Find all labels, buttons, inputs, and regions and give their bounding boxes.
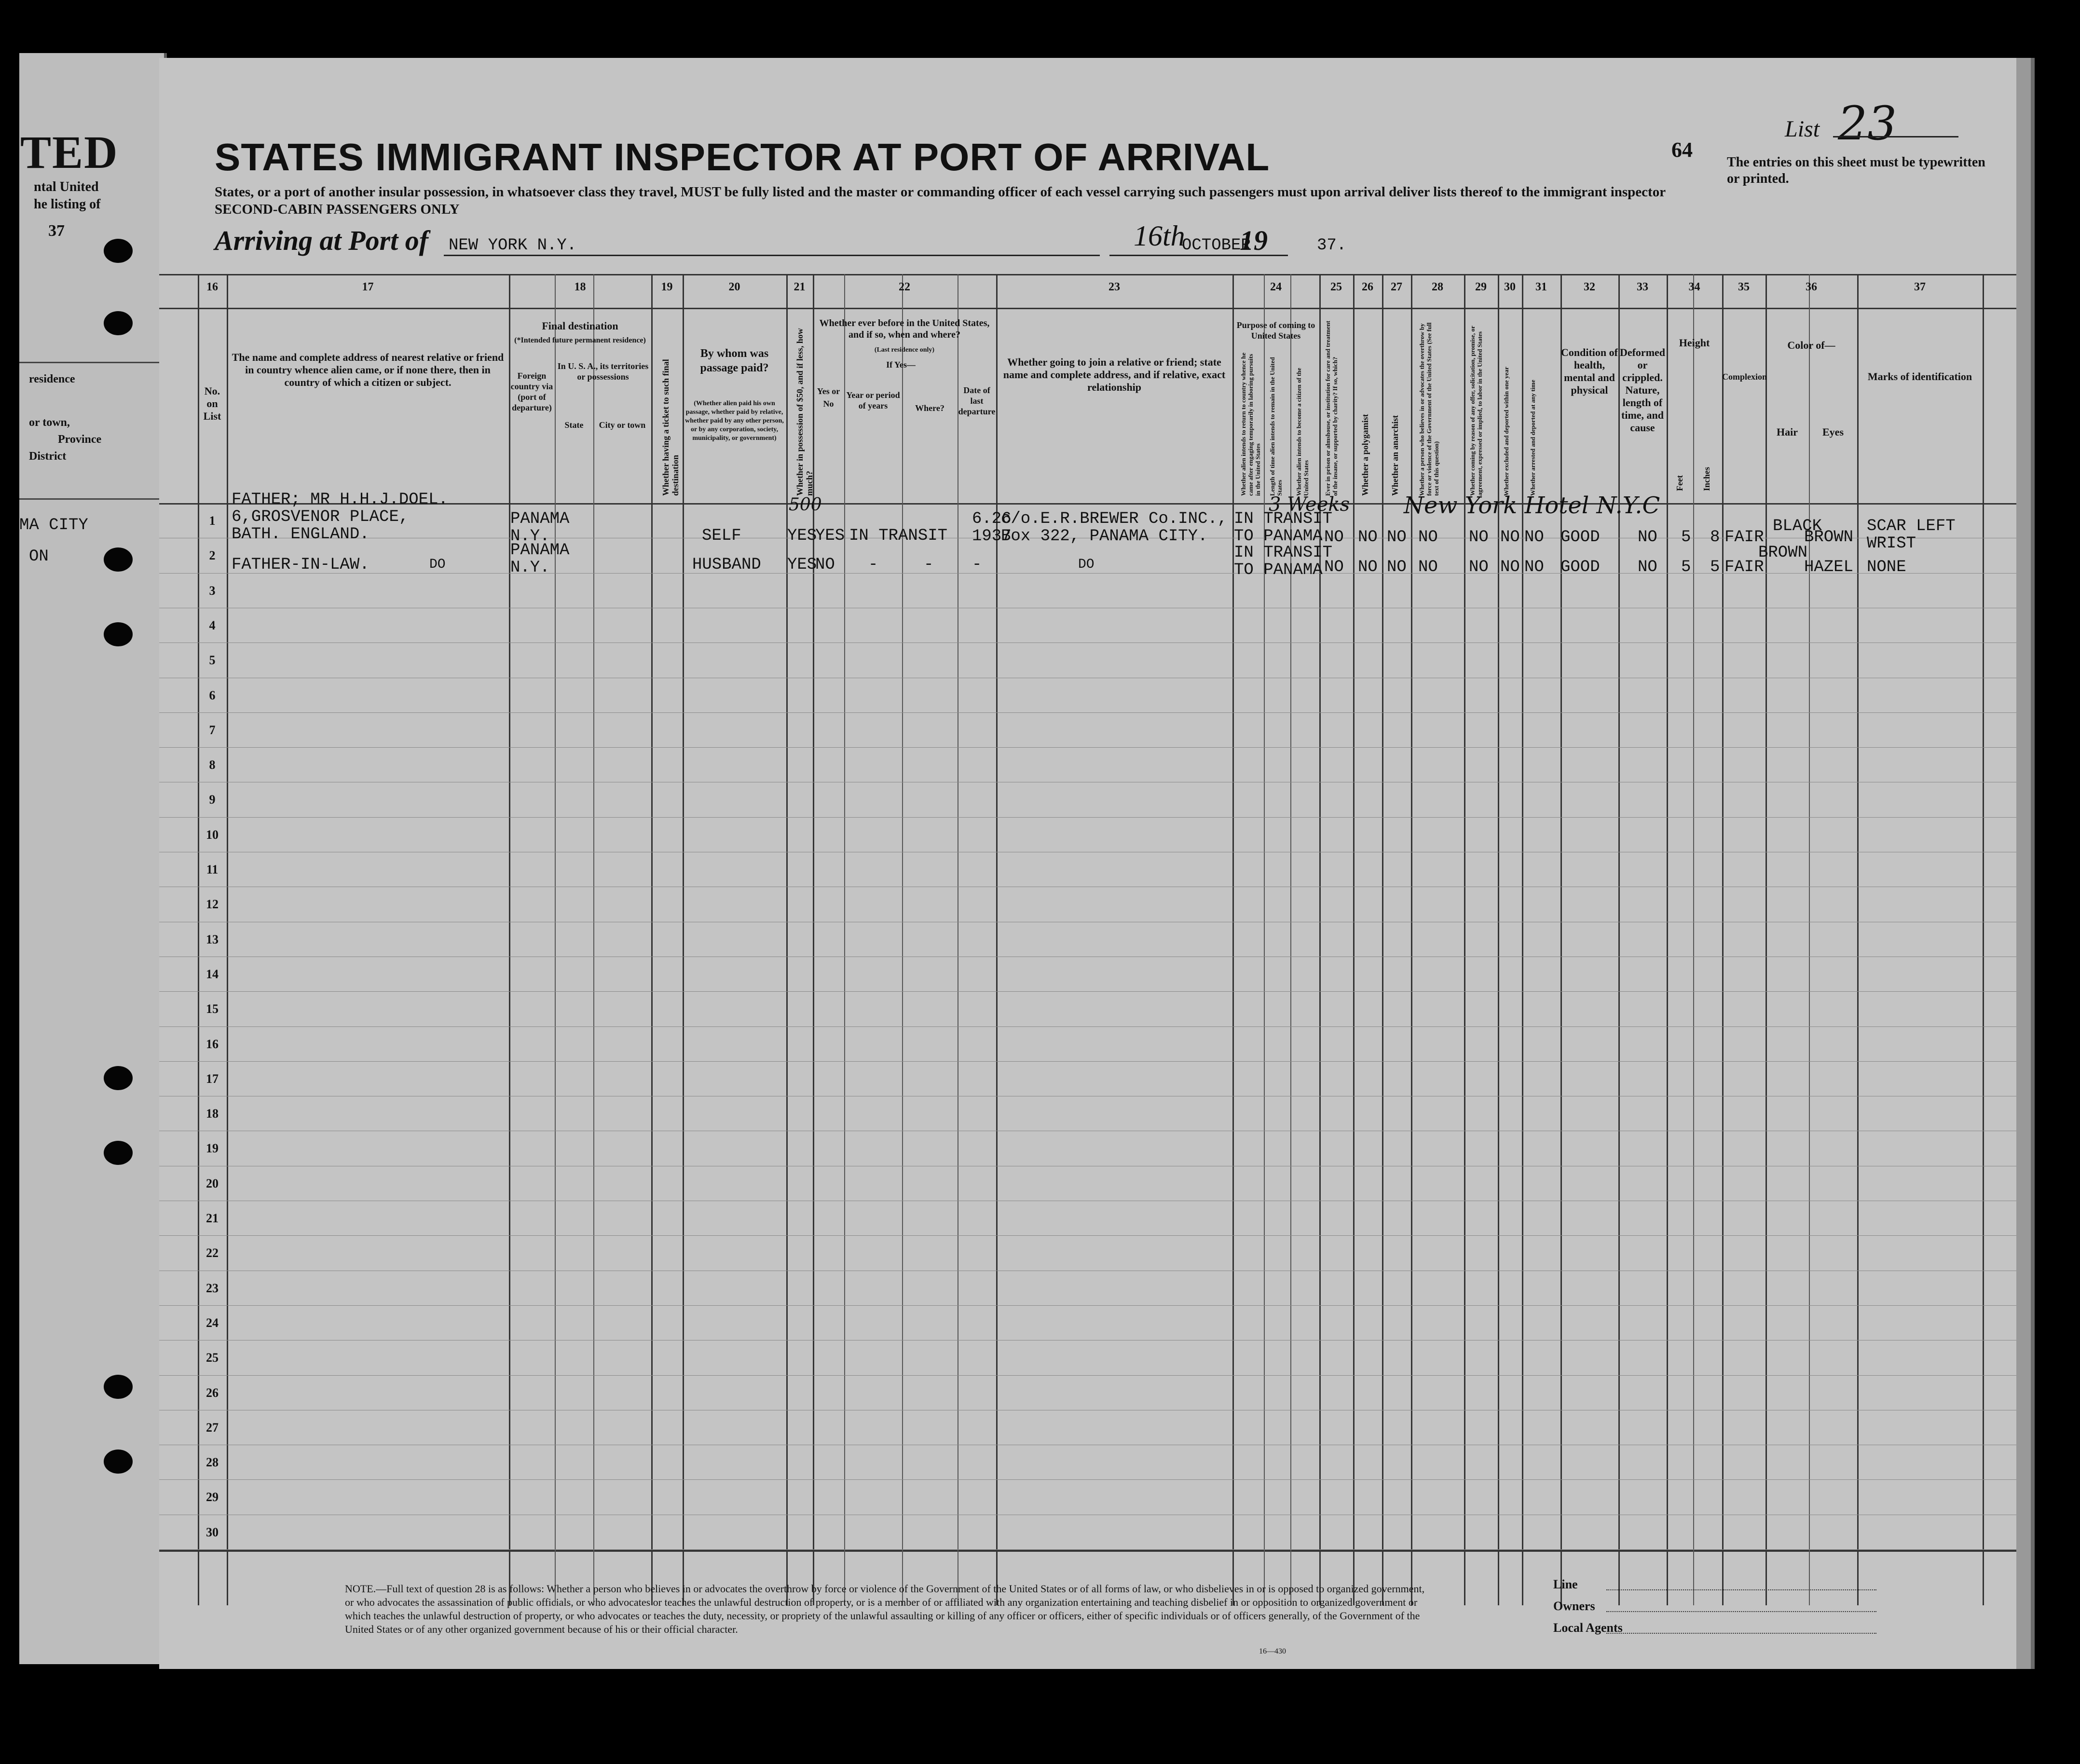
punch-hole	[104, 311, 133, 335]
arrival-year-suffix: 37.	[1317, 236, 1347, 255]
row-number: 10	[206, 827, 219, 842]
header-deported: Whether arrested and deported at any time	[1529, 380, 1536, 496]
col-divider	[1560, 274, 1562, 1605]
typewrite-instruction: The entries on this sheet must be typewritten or printed.	[1727, 155, 1985, 186]
row1-eyes: BROWN	[1804, 528, 1854, 547]
header-hair: Hair	[1777, 426, 1798, 438]
col-divider	[1809, 274, 1810, 1605]
column-number: 29	[1475, 281, 1487, 293]
row2-health: GOOD	[1560, 558, 1600, 576]
header-state: State	[564, 420, 584, 430]
row-number: 13	[206, 932, 219, 946]
row2-nearest-relative: FATHER-IN-LAW.	[232, 556, 369, 574]
header-period: Year or period of years	[846, 390, 900, 410]
header-height: Height	[1679, 337, 1710, 349]
column-number: 28	[1432, 281, 1443, 293]
header-feet: Feet	[1675, 475, 1684, 491]
header-nearest-relative: The name and complete address of nearest relative or friend in country whence alien came, or if none there, then in country of which a citizen or subject.	[232, 351, 504, 388]
col-divider	[1464, 274, 1465, 1605]
header-complexion: Complexion	[1722, 372, 1767, 382]
owners-signature-field	[1606, 1611, 1876, 1612]
row-number: 7	[209, 723, 216, 737]
row1-polygamist: NO	[1358, 528, 1378, 547]
col-divider	[1353, 274, 1355, 1605]
instruction-text: States, or a port of another insular possession, in whatsoever class they travel, MUST be fully listed and the master or commanding officer of each vessel carrying such passengers must upon arrival deliver lists thereof to the immigrant inspector	[215, 184, 1666, 200]
row1-deformed: NO	[1638, 528, 1657, 547]
list-number-underline	[1833, 136, 1958, 137]
row1-anarchist: NO	[1387, 528, 1407, 547]
agents-signature-field	[1606, 1633, 1876, 1634]
row-rule	[159, 1061, 2016, 1062]
row1-health: GOOD	[1560, 528, 1600, 547]
prev-page-code: 37	[48, 222, 65, 240]
row2-purpose: IN TRANSIT TO PANAMA	[1234, 544, 1333, 579]
row1-purpose: IN TRANSIT TO PANAMA	[1234, 510, 1333, 546]
row-number: 26	[206, 1385, 219, 1400]
row2-join-relative: DO	[1078, 557, 1095, 572]
row2-marks: NONE	[1867, 558, 1906, 576]
row1-passage-paid: SELF	[702, 527, 741, 545]
row-number: 1	[209, 514, 216, 528]
row-number: 6	[209, 688, 216, 702]
header-length-stay: Length of time alien intends to remain in the United States	[1269, 357, 1283, 496]
row2-height-feet: 5	[1681, 558, 1691, 576]
header-overthrow: Whether a person who believes in or advocates the overthrow by force or violence of the Government of the United States (See full text of this question)	[1418, 322, 1440, 496]
list-label: List	[1785, 116, 1820, 142]
punch-hole	[104, 622, 133, 646]
row-rule	[159, 1026, 2016, 1027]
row2-hair: BROWN	[1758, 544, 1808, 562]
row1-height-feet: 5	[1681, 528, 1691, 547]
header-usa: In U. S. A., its territories or possessions	[557, 361, 649, 382]
page-title: STATES IMMIGRANT INSPECTOR AT PORT OF ARRIVAL	[215, 136, 1270, 178]
column-number: 27	[1391, 281, 1402, 293]
row2-deported: NO	[1524, 558, 1544, 576]
header-ever-before: Whether ever before in the United States, and if so, when and where?	[819, 318, 990, 340]
column-number: 18	[574, 281, 586, 293]
row-number: 12	[206, 897, 219, 912]
line-signature-field	[1606, 1589, 1876, 1590]
prev-page-title-fragment: TED	[20, 126, 119, 178]
col-divider	[786, 274, 788, 1605]
col-divider	[1319, 274, 1321, 1605]
row-number: 14	[206, 967, 219, 981]
punch-hole	[104, 239, 133, 263]
arriving-label: Arriving at Port of	[215, 225, 429, 256]
col-divider	[1983, 274, 1984, 1605]
row1-stay-handwritten: 3 Weeks	[1269, 493, 1350, 516]
arrival-year-prefix: 19	[1240, 225, 1268, 256]
row2-period-dash: -	[868, 556, 878, 574]
row-number: 8	[209, 758, 216, 772]
row-rule	[159, 817, 2016, 818]
arrival-month: OCTOBER	[1182, 236, 1251, 255]
prev-page-header-text: District	[29, 450, 67, 463]
row-number: 17	[206, 1071, 219, 1086]
row-number: 2	[209, 548, 216, 563]
row1-ever-before: YES	[815, 527, 845, 545]
row2-labor-offer: NO	[1469, 558, 1489, 576]
column-number: 30	[1504, 281, 1516, 293]
row1-marks: SCAR LEFT WRIST	[1867, 517, 1956, 553]
row2-where-dash: -	[924, 556, 934, 574]
header-excluded: Whether excluded and deported within one year	[1503, 367, 1510, 496]
row1-prison: NO	[1324, 528, 1344, 547]
col-divider	[902, 274, 903, 1605]
col-divider	[1722, 274, 1724, 1605]
row-rule	[159, 1305, 2016, 1306]
row-number: 18	[206, 1107, 219, 1121]
header-city: City or town	[599, 420, 646, 430]
col-divider	[1667, 274, 1668, 1605]
header-join-relative: Whether going to join a relative or friend; state name and complete address, and if relative, exact relationship	[1003, 356, 1226, 393]
column-number-rule	[159, 308, 2016, 309]
column-number: 25	[1330, 281, 1342, 293]
col-divider	[1411, 274, 1412, 1605]
prev-page-entry: MA CITY	[19, 516, 88, 534]
row2-polygamist: NO	[1358, 558, 1378, 576]
row-number: 25	[206, 1351, 219, 1365]
previous-page-edge	[19, 53, 167, 1664]
column-number: 20	[728, 281, 740, 293]
header-no-on-list: No. on List	[203, 385, 221, 422]
line-label: Line	[1553, 1577, 1578, 1591]
column-number: 31	[1535, 281, 1547, 293]
row-number: 20	[206, 1176, 219, 1190]
row2-overthrow: NO	[1418, 558, 1438, 576]
row1-nearest-relative: FATHER; MR H.H.J.DOEL. 6,GROSVENOR PLACE, BATH. ENGLAND.	[232, 491, 448, 544]
header-money: Whether in possession of $50, and if less, how much?	[795, 328, 814, 496]
arrival-day: 16th	[1134, 220, 1185, 252]
row2-ever-before: NO	[815, 556, 835, 574]
row-number: 15	[206, 1002, 219, 1016]
manifest-page	[159, 58, 2035, 1669]
column-number: 19	[661, 281, 673, 293]
row2-passage-paid: HUSBAND	[692, 556, 761, 574]
column-number: 23	[1108, 281, 1120, 293]
col-divider	[1693, 274, 1694, 1605]
row-number: 30	[206, 1525, 219, 1539]
header-inches: Inches	[1702, 466, 1711, 491]
header-final-destination-note: (*Intended future permanent residence)	[514, 336, 646, 344]
col-divider	[1382, 274, 1383, 1605]
row1-excluded: NO	[1500, 528, 1520, 547]
column-number: 22	[899, 281, 910, 293]
header-final-destination: Final destination	[542, 320, 618, 332]
col-divider	[1765, 274, 1767, 1605]
prev-page-entry: ON	[29, 547, 49, 566]
header-where: Where?	[915, 403, 944, 413]
row1-height-inches: 8	[1710, 528, 1720, 547]
footnote-question-28: NOTE.—Full text of question 28 is as follows: Whether a person who believes in or advocates the overthrow by force or violence of the Government of the United States or of all forms of law, or who disbelieves in or is opposed to organized government, or who advocates the assassination of public officials, or who advocates or teaches the unlawful destruction of property, or is a member of or affiliated with any organization entertaining and teaching disbelief in or opposition to organized government or which teaches the unlawful destruction of property, or who advocates or teaches the duty, necessity, or propriety of the unlawful assaulting or killing of any officer or officers, either of specific individuals or of officers generally, of the Government of the United States or of any other organized government because of his or their official character.	[345, 1583, 1425, 1635]
row-number: 22	[206, 1246, 219, 1260]
arrival-port: NEW YORK N.Y.	[449, 236, 577, 255]
row-number: 11	[206, 862, 219, 876]
prev-page-line: ntal United	[34, 179, 99, 194]
row-rule	[159, 1235, 2016, 1236]
header-ever-before-note: (Last residence only)	[874, 346, 935, 354]
row2-ditto: DO	[429, 557, 446, 572]
row-number: 3	[209, 583, 216, 598]
prev-page-header-text: or town,	[29, 416, 70, 429]
col-divider	[1857, 274, 1859, 1605]
row1-where: IN TRANSIT	[849, 527, 948, 545]
header-return-intent: Whether alien intends to return to country whence he came after engaging temporarily in laboring pursuits in the United States	[1240, 352, 1261, 496]
row-number: 29	[206, 1490, 219, 1504]
prev-page-header	[19, 362, 164, 500]
col-divider	[996, 274, 998, 1605]
col-divider	[1522, 274, 1523, 1605]
col-divider	[1232, 274, 1234, 1605]
row-rule	[159, 712, 2016, 713]
column-number: 37	[1914, 281, 1926, 293]
row-number: 27	[206, 1420, 219, 1435]
column-number: 35	[1738, 281, 1750, 293]
header-citizen-intent: Whether alien intends to become a citizen of the United States	[1295, 368, 1310, 496]
row-number: 23	[206, 1281, 219, 1295]
page-binding-edge	[2016, 58, 2035, 1669]
column-number: 34	[1688, 281, 1700, 293]
prev-page-header-text: residence	[29, 373, 75, 385]
col-divider	[1290, 274, 1291, 1605]
col-divider	[1618, 274, 1620, 1605]
form-code: 16—430	[1259, 1647, 1286, 1655]
punch-hole	[104, 1066, 133, 1090]
row2-deformed: NO	[1638, 558, 1657, 576]
row2-foreign-destination: PANAMA N.Y.	[510, 541, 570, 577]
header-foreign-country: Foreign country via (port of departure)	[510, 371, 553, 412]
row-number: 9	[209, 793, 216, 807]
row2-height-inches: 5	[1710, 558, 1720, 576]
col-divider	[651, 274, 653, 1605]
row-rule	[159, 991, 2016, 992]
column-number: 24	[1270, 281, 1282, 293]
column-number: 21	[794, 281, 806, 293]
header-labor-offer: Whether coming by reason of any offer, solicitation, promise, or agreement, expressed or implied, to labor in the United States	[1469, 326, 1483, 496]
header-prison: Ever in prison or almshouse, or institution for care and treatment of the insane, or supported by charity? If so, which?	[1324, 321, 1339, 496]
row1-money: YES	[787, 527, 817, 545]
row-number: 28	[206, 1455, 219, 1470]
port-underline	[444, 255, 1100, 256]
punch-hole	[104, 1449, 133, 1474]
col-divider	[227, 274, 228, 1605]
row1-money-handwritten: 500	[789, 495, 822, 515]
header-color-of: Color of—	[1787, 339, 1835, 351]
col-divider	[555, 274, 556, 1605]
row2-anarchist: NO	[1387, 558, 1407, 576]
header-ticket: Whether having a ticket to such final destination	[661, 359, 680, 496]
row1-complexion: FAIR	[1724, 528, 1764, 547]
row-number: 19	[206, 1141, 219, 1156]
row-number: 5	[209, 653, 216, 668]
row-number: 24	[206, 1315, 219, 1330]
local-agents-label: Local Agents	[1553, 1621, 1623, 1635]
header-marks: Marks of identification	[1867, 370, 1972, 383]
row1-foreign-destination: PANAMA N.Y.	[510, 510, 570, 546]
row-number: 21	[206, 1211, 219, 1225]
header-yes-no: Yes or No	[817, 386, 840, 409]
col-divider	[1264, 274, 1265, 1605]
row1-hair: BLACK	[1773, 517, 1822, 535]
table-bottom-rule	[159, 1550, 2016, 1552]
row2-prison: NO	[1324, 558, 1344, 576]
header-purpose: Purpose of coming to United States	[1236, 320, 1315, 341]
punch-hole	[104, 1141, 133, 1165]
col-divider	[683, 274, 684, 1605]
row2-eyes: HAZEL	[1804, 558, 1854, 576]
list-number: 23	[1838, 96, 1897, 150]
header-deformed: Deformed or crippled. Nature, length of time, and cause	[1619, 346, 1666, 434]
column-number: 33	[1637, 281, 1648, 293]
prev-page-line: he listing of	[34, 197, 101, 212]
col-divider	[593, 274, 594, 1605]
row1-address-handwritten: New York Hotel N.Y.C	[1404, 492, 1660, 519]
header-passage-paid-note: (Whether alien paid his own passage, whether paid by relative, whether paid by any other person, or by any corporation, society, municipality, or government)	[685, 400, 784, 442]
header-anarchist: Whether an anarchist	[1390, 415, 1400, 496]
row2-excluded: NO	[1500, 558, 1520, 576]
row-number: 16	[206, 1037, 219, 1051]
prev-page-header-text: Province	[58, 433, 102, 446]
owners-label: Owners	[1553, 1599, 1595, 1613]
column-number: 16	[206, 281, 218, 293]
row2-complexion: FAIR	[1724, 558, 1764, 576]
row2-money: YES	[787, 556, 817, 574]
row1-overthrow: NO	[1418, 528, 1438, 547]
header-eyes: Eyes	[1822, 426, 1844, 438]
col-divider	[1498, 274, 1499, 1605]
header-if-yes: If Yes—	[886, 360, 916, 369]
punch-hole	[104, 547, 133, 572]
page-number: 64	[1671, 138, 1693, 162]
column-number: 17	[362, 281, 374, 293]
header-polygamist: Whether a polygamist	[1360, 414, 1370, 496]
row1-join-relative: c/o.E.R.BREWER Co.INC., Box 322, PANAMA CITY.	[1001, 510, 1228, 546]
header-health: Condition of health, mental and physical	[1561, 346, 1618, 396]
table-top-rule	[159, 274, 2016, 275]
header-passage-paid: By whom was passage paid?	[700, 347, 769, 374]
row-rule	[159, 1549, 2016, 1550]
column-number: 32	[1584, 281, 1595, 293]
column-number: 36	[1806, 281, 1817, 293]
row-rule	[159, 1479, 2016, 1480]
row-rule	[159, 747, 2016, 748]
punch-hole	[104, 1375, 133, 1399]
col-divider	[509, 274, 510, 1605]
manifest-table	[159, 274, 2016, 1605]
row1-labor-offer: NO	[1469, 528, 1489, 547]
row2-date-dash: -	[972, 556, 982, 574]
cabin-class: SECOND-CABIN PASSENGERS ONLY	[215, 202, 460, 217]
row-rule	[159, 1375, 2016, 1376]
row-number: 4	[209, 618, 216, 632]
row1-last-departure: 6.26 1937	[972, 510, 1012, 546]
col-divider	[844, 274, 845, 1605]
row1-deported: NO	[1524, 528, 1544, 547]
header-last-departure: Date of last departure	[958, 385, 996, 416]
column-number: 26	[1362, 281, 1373, 293]
